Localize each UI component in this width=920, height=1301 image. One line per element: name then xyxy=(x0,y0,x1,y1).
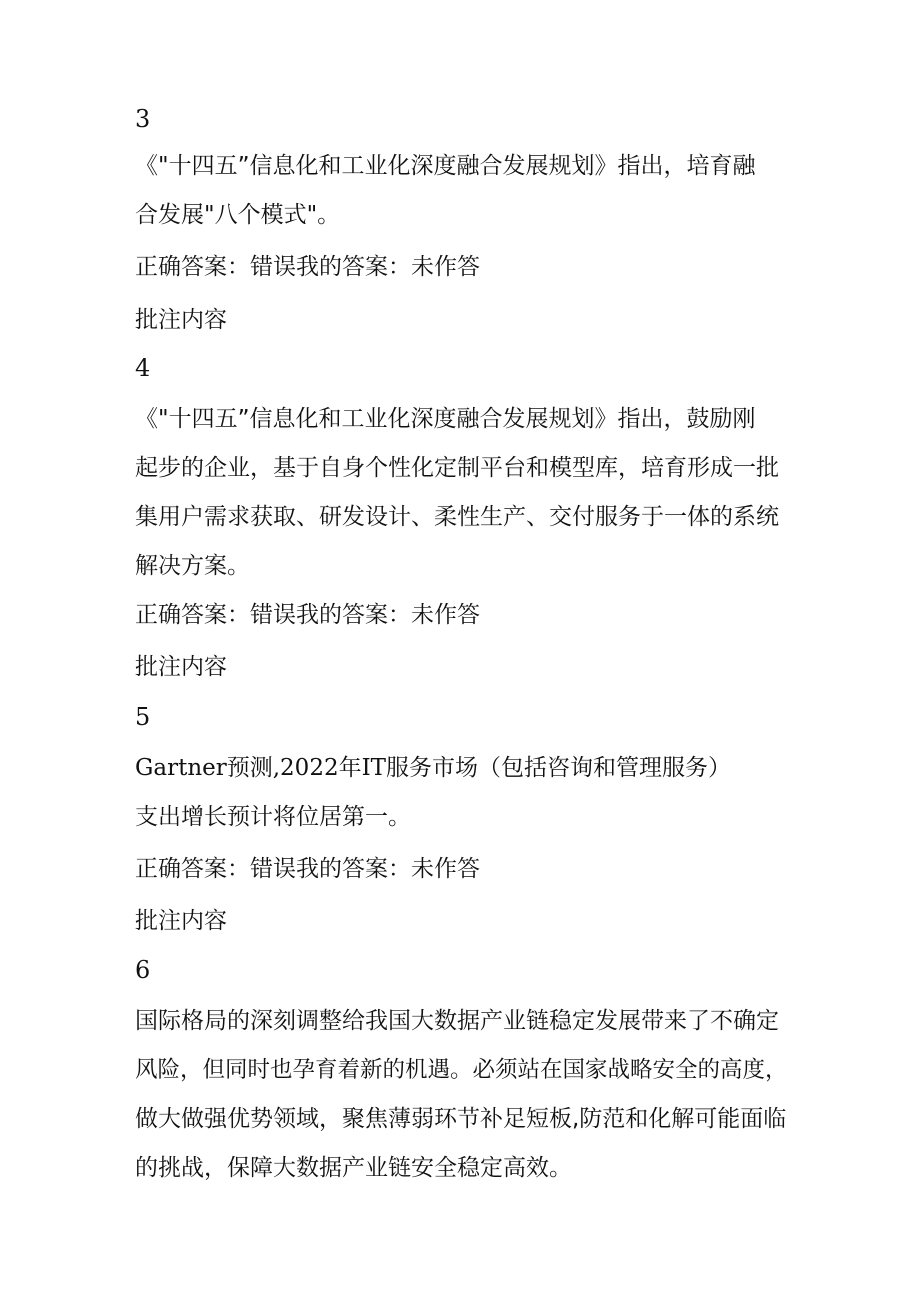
question-text-line: 集用户需求获取、研发设计、柔性生产、交付服务于一体的系统 xyxy=(135,504,779,530)
question-text-line: 解决方案。 xyxy=(135,553,250,579)
annotation-label: 批注内容 xyxy=(135,307,227,333)
question-text-line: 《"十四五”信息化和工业化深度融合发展规划》指出，鼓励刚 xyxy=(135,406,756,432)
answer-line: 正确答案：错误我的答案：未作答 xyxy=(135,254,480,280)
answer-line: 正确答案：错误我的答案：未作答 xyxy=(135,602,480,628)
question-text-line: Gartner预测,2022年IT服务市场（包括咨询和管理服务） xyxy=(135,755,732,781)
question-text-line: 的挑战，保障大数据产业链安全稳定高效。 xyxy=(135,1155,572,1181)
question-text-line: 合发展"八个模式"。 xyxy=(135,202,341,228)
question-text-line: 起步的企业，基于自身个性化定制平台和模型库，培育形成一批 xyxy=(135,455,779,481)
question-text-line: 风险，但同时也孕育着新的机遇。必须站在国家战略安全的高度， xyxy=(135,1057,788,1083)
question-text-line: 国际格局的深刻调整给我国大数据产业链稳定发展带来了不确定 xyxy=(135,1008,779,1034)
question-text-line: 支出增长预计将位居第一。 xyxy=(135,804,411,830)
question-text-line: 做大做强优势领域，聚焦薄弱环节补足短板,防范和化解可能面临 xyxy=(135,1106,787,1132)
answer-line: 正确答案：错误我的答案：未作答 xyxy=(135,856,480,882)
annotation-label: 批注内容 xyxy=(135,654,227,680)
question-number: 3 xyxy=(135,105,151,133)
question-number: 5 xyxy=(135,703,151,731)
question-number: 6 xyxy=(135,956,151,984)
question-number: 4 xyxy=(135,354,151,382)
question-text-line: 《"十四五”信息化和工业化深度融合发展规划》指出，培育融 xyxy=(135,153,756,179)
annotation-label: 批注内容 xyxy=(135,908,227,934)
